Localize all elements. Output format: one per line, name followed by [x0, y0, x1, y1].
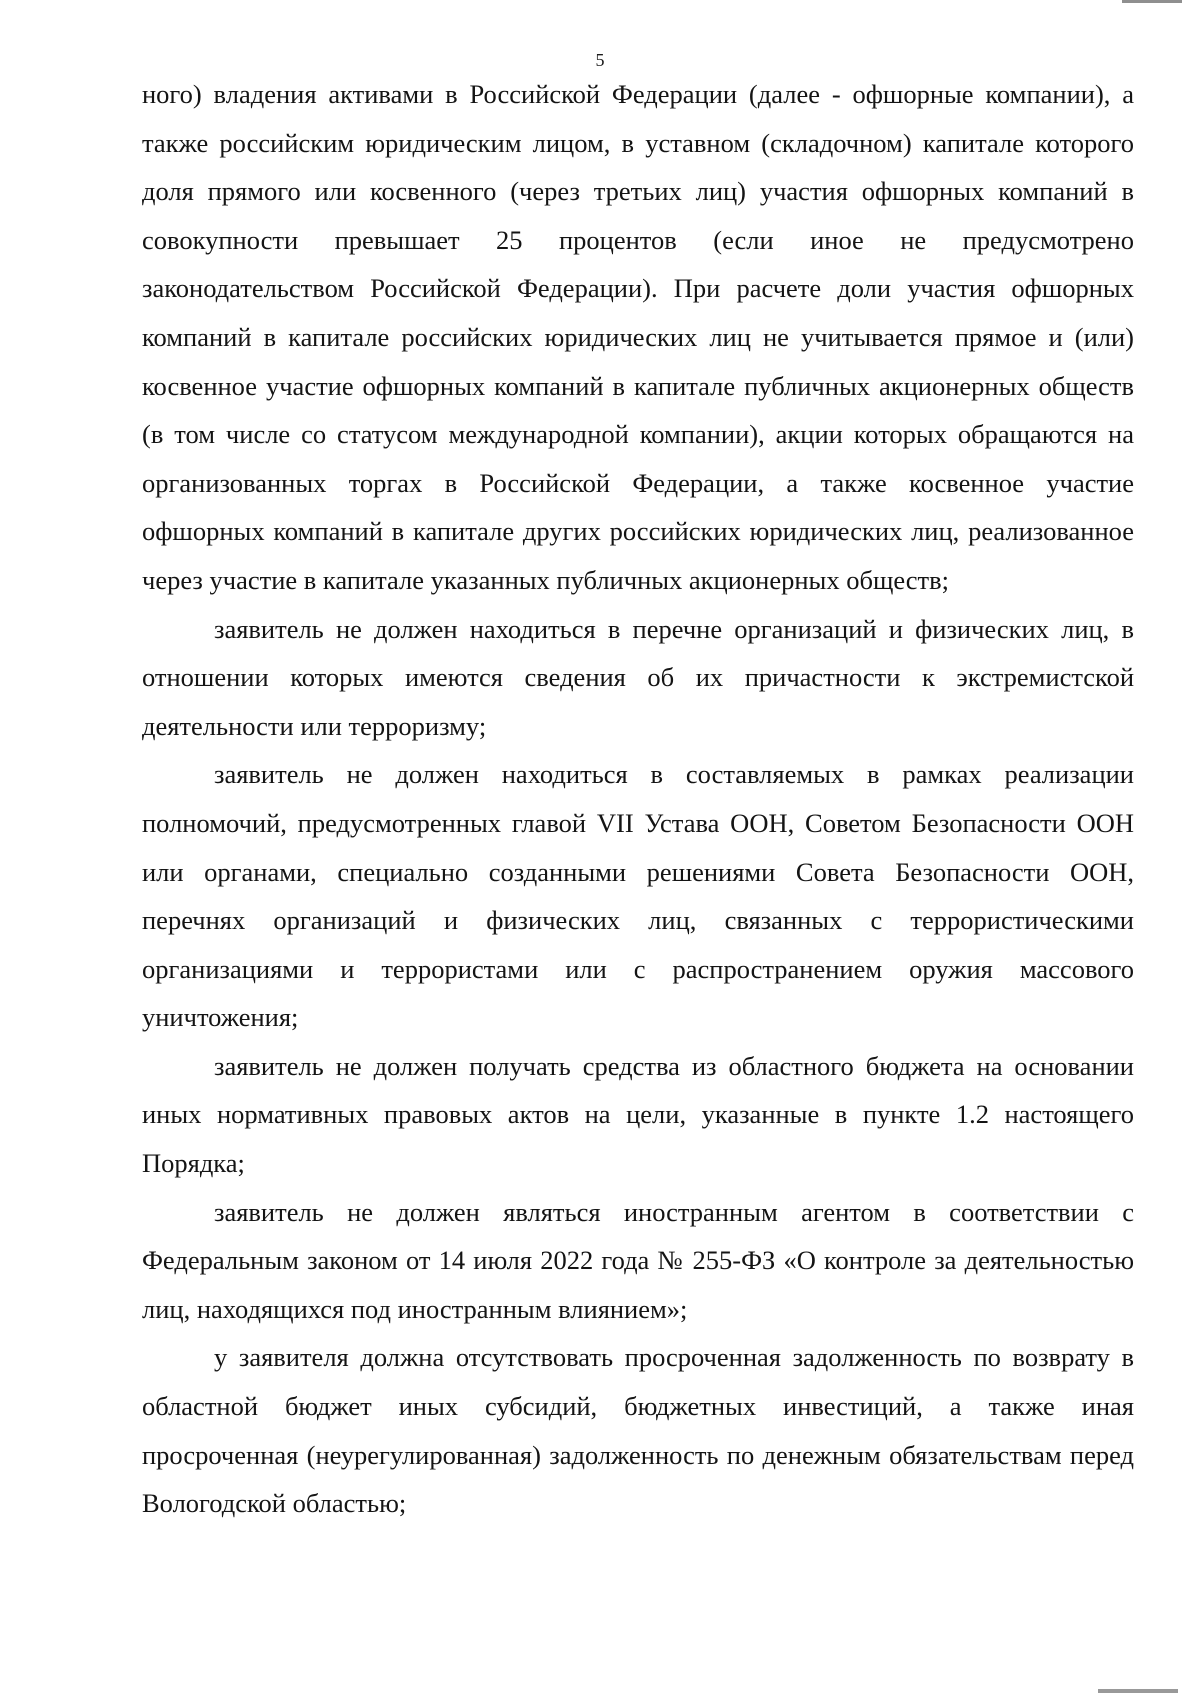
paragraph-regional-budget-funds: заявитель не должен получать средства из областного бюджета на основании иных нормативных правовых актов на цели, указанные в пункте 1.2 настоящего Порядка; [142, 1050, 1134, 1179]
page-number: 5 [595, 50, 605, 70]
document-body [142, 70, 1134, 1528]
scan-artifact-top [1122, 0, 1182, 3]
paragraph-offshore-continuation: ного) владения активами в Российской Федерации (далее - офшорные компании), а также российским юридическим лицом, в уставном (складочном) капитале которого доля прямого или косвенного (через третьих лиц) участия офшорных компаний в совокупности превышает 25 процентов (если иное не предусмотрено законодательством Российской Федерации). При расчете доли участия офшорных компаний в капитале российских юридических лиц не учитывается прямое и (или) косвенное участие офшорных компаний в капитале публичных акционерных обществ (в том числе со статусом международной компании), акции которых обращаются на организованных торгах в Российской Федерации, а также косвенное участие офшорных компаний в капитале других российских юридических лиц, реализованное через участие в капитале указанных публичных акционерных обществ; [142, 79, 1134, 595]
paragraph-un-sanctions-list: заявитель не должен находиться в составляемых в рамках реализации полномочий, предусмотренных главой VII Устава ООН, Советом Безопасности ООН или органами, специально созданными решениями Совета Безопасности ООН, перечнях организаций и физических лиц, связанных с террористическими организациями и террористами или с распространением оружия массового уничтожения; [142, 759, 1134, 1033]
scan-artifact-bottom [1098, 1689, 1178, 1693]
paragraph-overdue-debt: у заявителя должна отсутствовать просроченная задолженность по возврату в областной бюджет иных субсидий, бюджетных инвестиций, а также иная просроченная (неурегулированная) задолженность по денежным обязательствам перед Вологодской областью; [142, 1342, 1134, 1519]
paragraph-extremism-list: заявитель не должен находиться в перечне организаций и физических лиц, в отношении которых имеются сведения об их причастности к экстремистской деятельности или терроризму; [142, 613, 1134, 741]
paragraph-foreign-agent: заявитель не должен являться иностранным агентом в соответствии с Федеральным законом от 14 июля 2022 года № 255-ФЗ «О контроле за деятельностью лиц, находящихся под иностранным влиянием»; [142, 1196, 1134, 1324]
